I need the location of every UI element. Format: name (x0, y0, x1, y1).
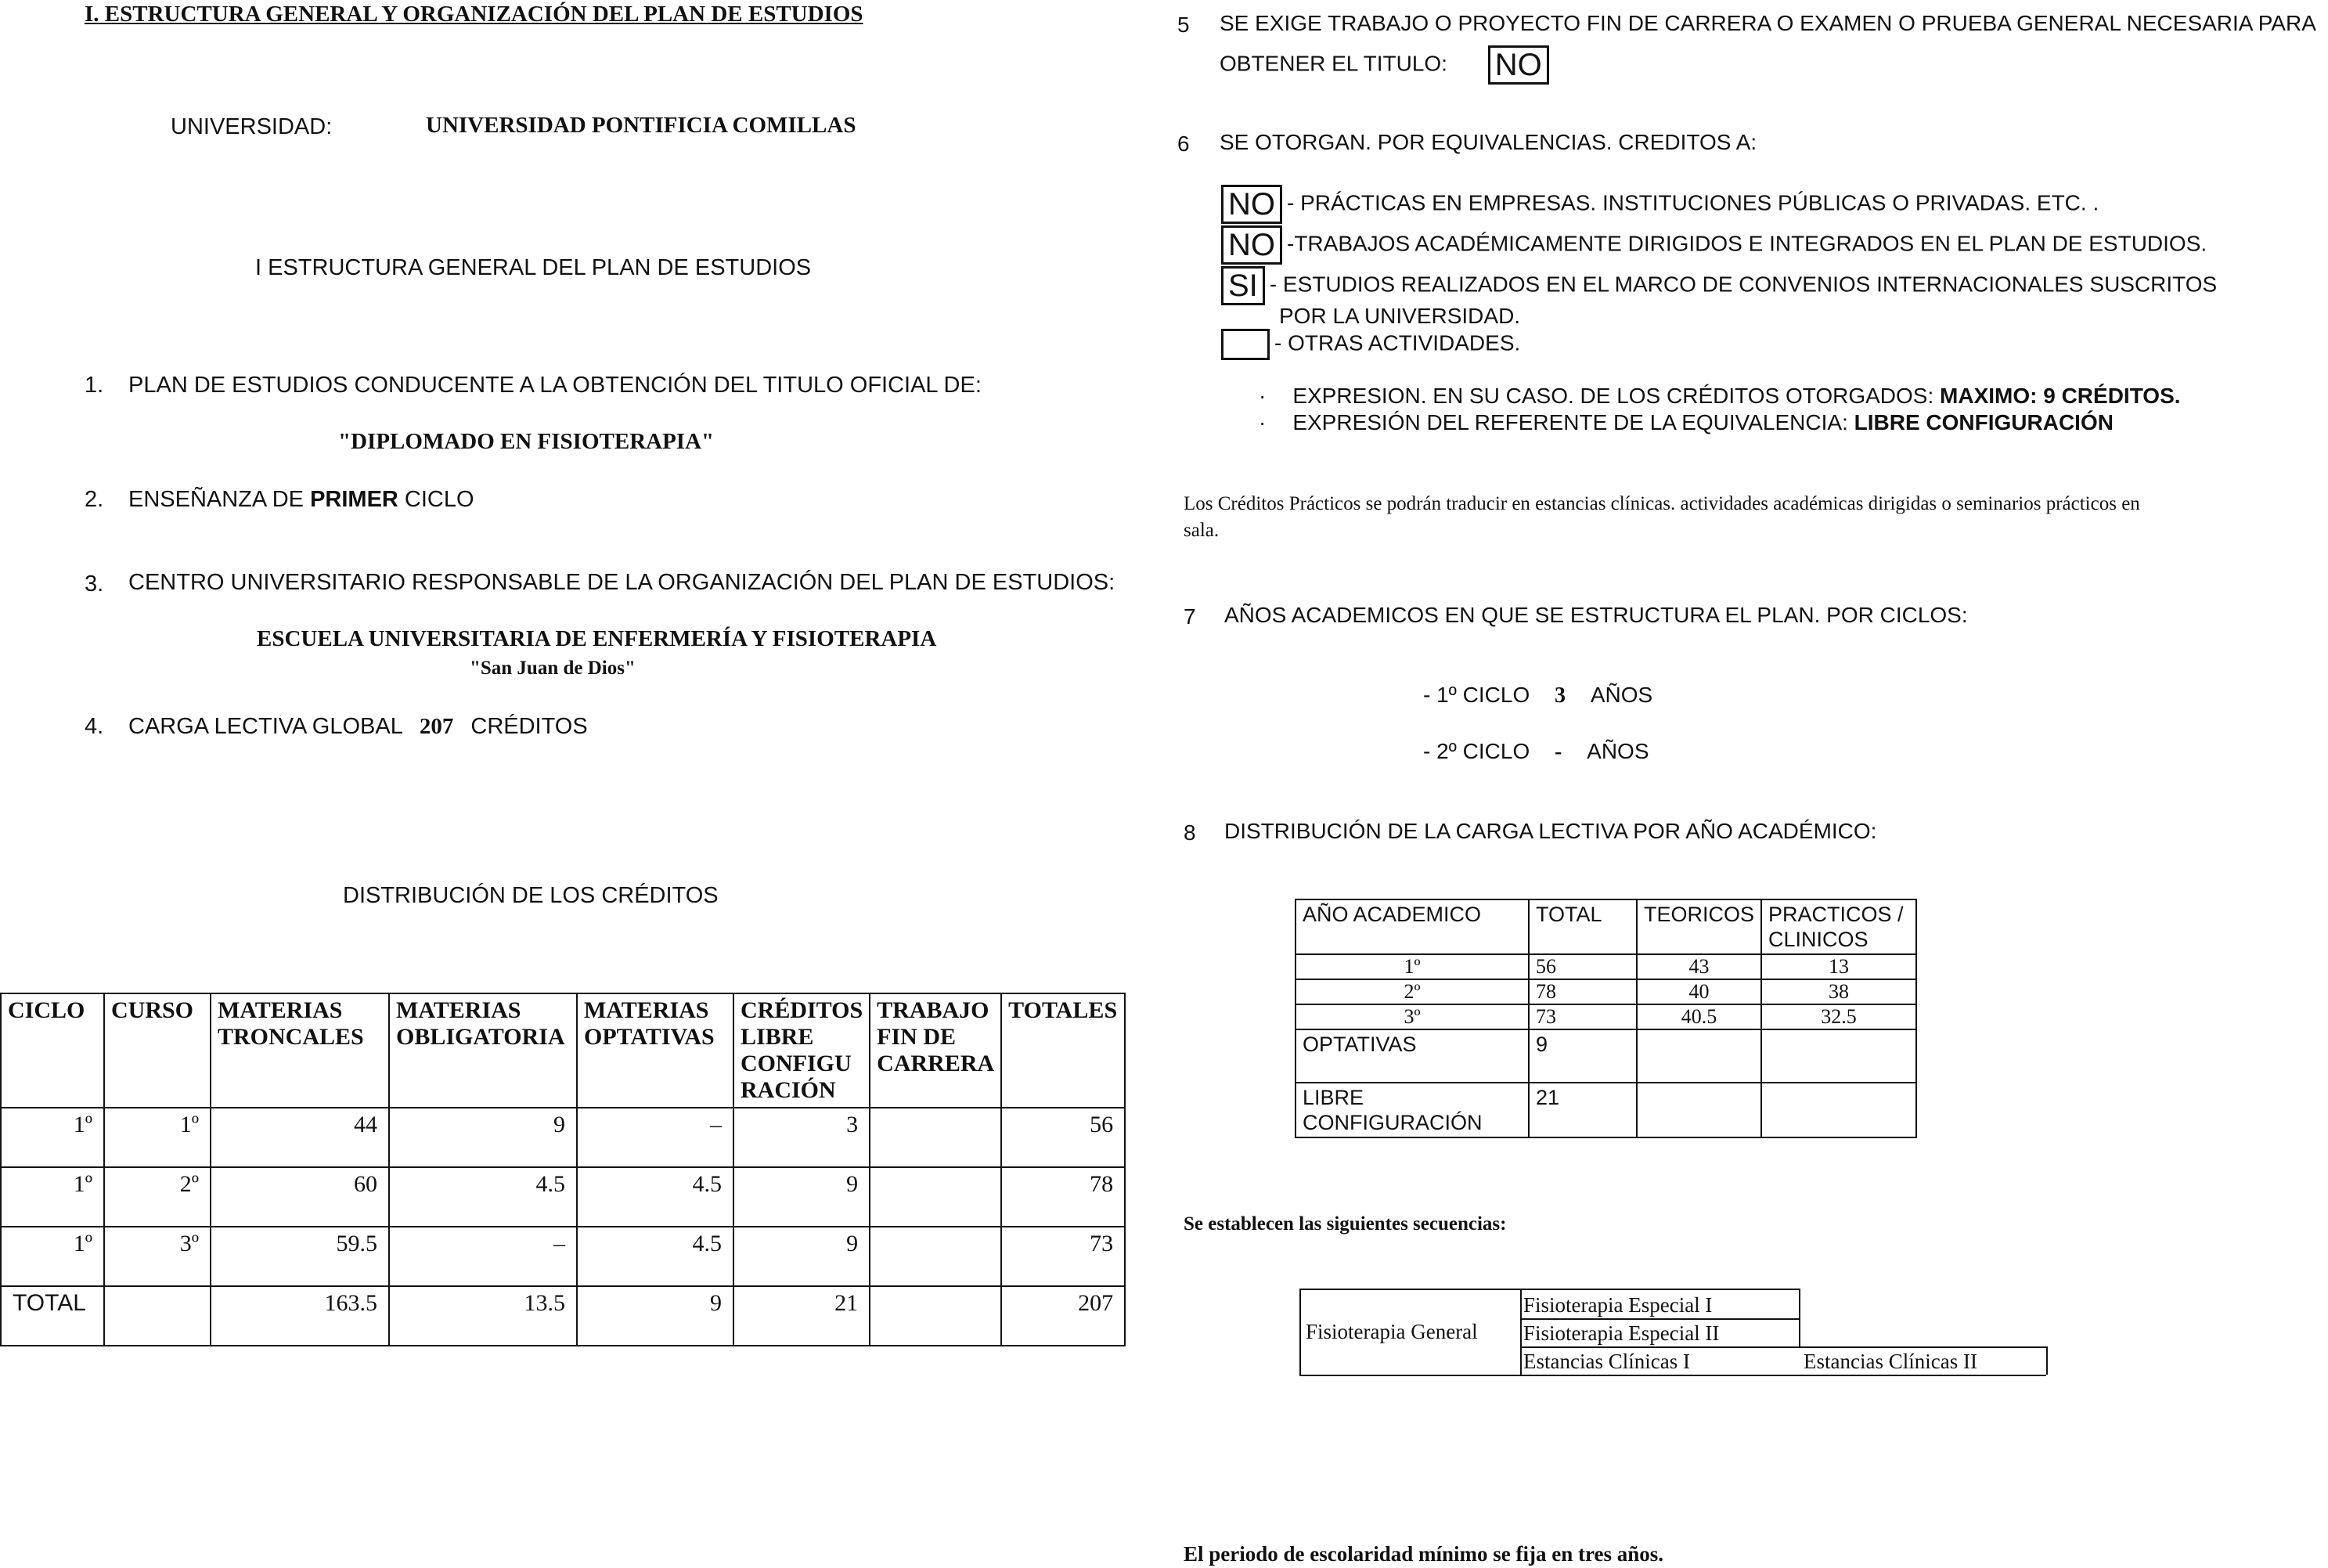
item-4-unit: CRÉDITOS (470, 714, 588, 739)
cell: 56 (1529, 954, 1637, 979)
item-6-number: 6 (1177, 132, 1190, 156)
cell: 59.5 (211, 1227, 389, 1286)
cell: LIBRE CONFIGURACIÓN (1296, 1083, 1529, 1137)
subheading: I ESTRUCTURA GENERAL DEL PLAN DE ESTUDIOS (255, 255, 812, 280)
item-5-number: 5 (1177, 13, 1190, 37)
table-total-row (1, 1286, 1125, 1346)
cycle-2 (1423, 739, 1649, 765)
cell: 56 (1001, 1108, 1125, 1167)
cell: 13 (1761, 954, 1916, 979)
equiv-2-text: -TRABAJOS ACADÉMICAMENTE DIRIGIDOS E INTEGRADOS EN EL PLAN DE ESTUDIOS. (1287, 231, 2207, 256)
item-5-text: SE EXIGE TRABAJO O PROYECTO FIN DE CARRERA O EXAMEN O PRUEBA GENERAL NECESARIA PARA (1220, 11, 2316, 35)
table-row (1296, 1029, 1916, 1083)
cell: 3 (733, 1108, 870, 1167)
university-label: UNIVERSIDAD: (171, 114, 333, 139)
col-obligatoria: MATERIAS OBLIGATORIA (389, 993, 577, 1108)
item-2-text-c: CICLO (398, 487, 474, 512)
col-troncales: MATERIAS TRONCALES (211, 993, 389, 1108)
cell: 44 (211, 1108, 389, 1167)
item-4-label: CARGA LECTIVA GLOBAL (128, 714, 402, 739)
credits-header-row (1, 993, 1125, 1108)
cycle-2-label: - 2º CICLO (1423, 739, 1530, 763)
cell (870, 1108, 1001, 1167)
table-row (1, 1108, 1125, 1167)
cell: 3º (104, 1227, 211, 1286)
equiv-item-1 (1221, 185, 2099, 224)
table-row (1, 1167, 1125, 1227)
item-7-number: 7 (1184, 604, 1196, 629)
cell: 2º (104, 1167, 211, 1227)
seq-branch-line-1 (1520, 1318, 1799, 1320)
table-row (1296, 954, 1916, 979)
seq-left-border (1299, 1289, 1301, 1375)
cell: TOTAL (1, 1286, 104, 1346)
cell (1637, 1029, 1761, 1083)
col-optativas: MATERIAS OPTATIVAS (577, 993, 733, 1108)
distribution-title: DISTRIBUCIÓN DE LOS CRÉDITOS (343, 883, 719, 908)
cell: 1º (104, 1108, 211, 1167)
equiv-3-text-2: POR LA UNIVERSIDAD. (1279, 304, 1521, 328)
table-row (1, 1227, 1125, 1286)
sequences-title: Se establecen las siguientes secuencias: (1184, 1213, 1507, 1235)
cell: 9 (389, 1108, 577, 1167)
cell (870, 1227, 1001, 1286)
table-row (1296, 1004, 1916, 1029)
cell: OPTATIVAS (1296, 1029, 1529, 1083)
cell: 9 (1529, 1029, 1637, 1083)
bullet-1-text: EXPRESION. EN SU CASO. DE LOS CRÉDITOS OTORGADOS: (1292, 384, 1941, 408)
item-8-text: DISTRIBUCIÓN DE LA CARGA LECTIVA POR AÑO ACADÉMICO: (1224, 819, 1877, 843)
item-1-number: 1. (85, 373, 104, 398)
cycle-1 (1423, 683, 1652, 708)
item-5-text-2 (1220, 45, 1554, 85)
cycle-1-value: 3 (1555, 683, 1566, 708)
equiv-item-3 (1221, 266, 2217, 305)
cell: 78 (1001, 1167, 1125, 1227)
equiv-3-mark: SI (1221, 266, 1265, 305)
equiv-3-text: - ESTUDIOS REALIZADOS EN EL MARCO DE CONVENIOS INTERNACIONALES SUSCRITOS (1269, 272, 2218, 297)
cell (870, 1167, 1001, 1227)
cell: 4.5 (577, 1227, 733, 1286)
equiv-1-text: - PRÁCTICAS EN EMPRESAS. INSTITUCIONES PÚBLICAS O PRIVADAS. ETC. . (1287, 190, 2099, 215)
cell (1761, 1029, 1916, 1083)
cell: 78 (1529, 979, 1637, 1004)
item-5-value-box: NO (1488, 45, 1549, 85)
seq-top-border (1299, 1289, 1520, 1290)
cell: 43 (1637, 954, 1761, 979)
col-practicos: PRACTICOS / CLINICOS (1761, 899, 1916, 954)
credits-table (0, 993, 1126, 1346)
col-trabajo-fin: TRABAJO FIN DE CARRERA (870, 993, 1001, 1108)
cell: 9 (733, 1227, 870, 1286)
item-4-value: 207 (419, 714, 454, 739)
col-totales: TOTALES (1001, 993, 1125, 1108)
cell: 38 (1761, 979, 1916, 1004)
load-header-row (1296, 899, 1916, 954)
col-total: TOTAL (1529, 899, 1637, 954)
cycle-1-label: - 1º CICLO (1423, 683, 1530, 707)
col-ciclo: CICLO (1, 993, 104, 1108)
cell: 21 (1529, 1083, 1637, 1137)
cell: 2º (1296, 979, 1529, 1004)
cell (870, 1286, 1001, 1346)
table-row (1296, 1083, 1916, 1137)
cell: 60 (211, 1167, 389, 1227)
bullet-2-text: EXPRESIÓN DEL REFERENTE DE LA EQUIVALENCIA: (1292, 410, 1854, 434)
equiv-4-checkbox (1221, 329, 1270, 360)
seq-branch-top (1520, 1289, 1799, 1290)
item-1-value: "DIPLOMADO EN FISIOTERAPIA" (338, 429, 715, 454)
equiv-item-4 (1221, 329, 1520, 360)
seq-branch-2: Fisioterapia Especial II (1523, 1321, 1720, 1345)
cell: 73 (1001, 1227, 1125, 1286)
equiv-4-text: - OTRAS ACTIVIDADES. (1274, 330, 1521, 355)
cell (104, 1286, 211, 1346)
seq-branch-right (1799, 1289, 1800, 1346)
col-ano: AÑO ACADEMICO (1296, 899, 1529, 954)
seq-branch-line-2 (1520, 1346, 2046, 1348)
cell (1761, 1083, 1916, 1137)
cell: 3º (1296, 1004, 1529, 1029)
col-libre-configuracion: CRÉDITOS LIBRE CONFIGU RACIÓN (733, 993, 870, 1108)
cycle-2-value: - (1555, 740, 1562, 764)
cell: 4.5 (389, 1167, 577, 1227)
item-2-level: PRIMER (310, 487, 398, 512)
item-4-text (128, 714, 588, 740)
item-8-number: 8 (1184, 820, 1196, 845)
item-4-number: 4. (85, 714, 104, 739)
cell: 207 (1001, 1286, 1125, 1346)
university-value: UNIVERSIDAD PONTIFICIA COMILLAS (426, 113, 856, 138)
equiv-1-mark: NO (1221, 185, 1282, 224)
item-1-text: PLAN DE ESTUDIOS CONDUCENTE A LA OBTENCIÓN DEL TITULO OFICIAL DE: (128, 373, 982, 398)
practical-credits-note: Los Créditos Prácticos se podrán traducir en estancias clínicas. actividades académicas dirigidas o seminarios prácticos en (1184, 493, 2140, 514)
bullet-2-dot: · (1259, 410, 1267, 434)
section-heading: I. ESTRUCTURA GENERAL Y ORGANIZACIÓN DEL PLAN DE ESTUDIOS (85, 2, 863, 27)
item-6-text: SE OTORGAN. POR EQUIVALENCIAS. CREDITOS A: (1220, 130, 1757, 154)
item-2-text-a: ENSEÑANZA DE (128, 487, 311, 512)
item-3-value: ESCUELA UNIVERSITARIA DE ENFERMERÍA Y FISIOTERAPIA (257, 626, 937, 651)
cycle-2-unit: AÑOS (1587, 739, 1649, 763)
item-7-text: AÑOS ACADEMICOS EN QUE SE ESTRUCTURA EL PLAN. POR CICLOS: (1224, 603, 1968, 627)
seq-next-right (2046, 1346, 2048, 1375)
bullet-1 (1259, 384, 2181, 409)
seq-bottom-border (1299, 1375, 2046, 1376)
cell: 9 (733, 1167, 870, 1227)
cell: – (389, 1227, 577, 1286)
equiv-2-mark: NO (1221, 225, 1282, 265)
cell: 13.5 (389, 1286, 577, 1346)
item-3-number: 3. (85, 571, 104, 597)
cell: 1º (1, 1227, 104, 1286)
cell: 32.5 (1761, 1004, 1916, 1029)
item-3-value-2: "San Juan de Dios" (470, 658, 636, 679)
table-row (1296, 979, 1916, 1004)
seq-divider (1520, 1289, 1522, 1375)
cycle-1-unit: AÑOS (1590, 683, 1653, 707)
item-2-text (128, 487, 474, 513)
cell: 163.5 (211, 1286, 389, 1346)
cell (1637, 1083, 1761, 1137)
cell: – (577, 1108, 733, 1167)
item-5-label: OBTENER EL TITULO: (1220, 51, 1447, 76)
cell: 9 (577, 1286, 733, 1346)
cell: 40 (1637, 979, 1761, 1004)
item-3-text: CENTRO UNIVERSITARIO RESPONSABLE DE LA ORGANIZACIÓN DEL PLAN DE ESTUDIOS: (128, 570, 1115, 595)
seq-root: Fisioterapia General (1306, 1320, 1478, 1343)
col-teoricos: TEORICOS (1637, 899, 1761, 954)
cell: 1º (1296, 954, 1529, 979)
seq-branch-3: Estancias Clínicas I (1523, 1350, 1690, 1373)
seq-branch-1: Fisioterapia Especial I (1523, 1293, 1713, 1317)
bullet-1-value: MAXIMO: 9 CRÉDITOS. (1940, 384, 2181, 408)
seq-next: Estancias Clínicas II (1804, 1350, 1977, 1373)
load-table (1295, 899, 1917, 1138)
bullet-2-value: LIBRE CONFIGURACIÓN (1854, 410, 2114, 434)
footer-note: El periodo de escolaridad mínimo se fija en tres años. (1184, 1542, 1663, 1566)
col-curso: CURSO (104, 993, 211, 1108)
cell: 73 (1529, 1004, 1637, 1029)
bullet-1-dot: · (1259, 384, 1267, 408)
bullet-2 (1259, 410, 2114, 435)
cell: 40.5 (1637, 1004, 1761, 1029)
cell: 1º (1, 1108, 104, 1167)
item-2-number: 2. (85, 487, 104, 512)
cell: 21 (733, 1286, 870, 1346)
cell: 1º (1, 1167, 104, 1227)
cell: 4.5 (577, 1167, 733, 1227)
practical-credits-note-2: sala. (1184, 520, 1220, 541)
equiv-item-2 (1221, 225, 2207, 265)
